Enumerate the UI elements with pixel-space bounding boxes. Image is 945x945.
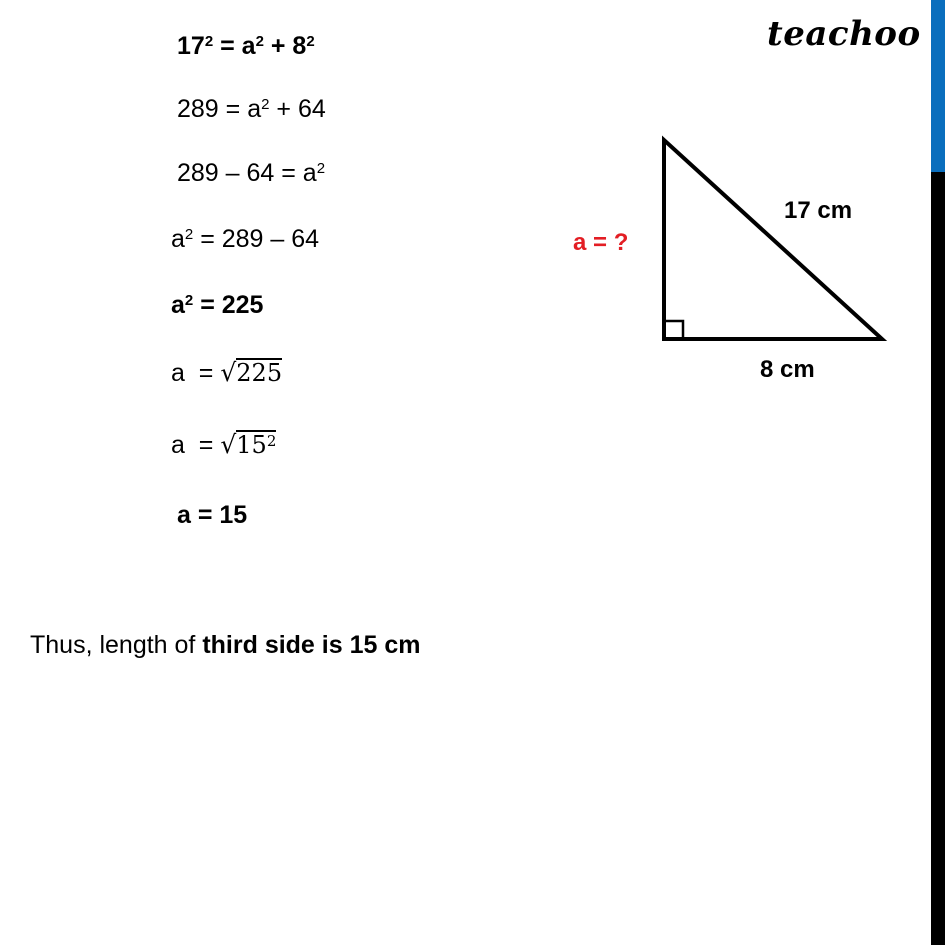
step-1-tail: + 8 bbox=[263, 32, 307, 60]
conclusion-prefix: Thus, length of bbox=[30, 631, 203, 659]
exponent: 2 bbox=[255, 33, 264, 50]
base-label: 8 cm bbox=[760, 356, 815, 383]
exponent: 2 bbox=[184, 226, 194, 243]
step-7-pre: a = bbox=[171, 431, 221, 459]
exponent: 2 bbox=[316, 160, 326, 177]
step-4-post: = 289 – 64 bbox=[193, 225, 320, 253]
step-8: a = 15 bbox=[177, 501, 248, 529]
radicand: 225 bbox=[236, 359, 283, 387]
radical-icon: √ bbox=[220, 358, 237, 387]
radical-icon: √ bbox=[220, 430, 237, 459]
step-3-pre: 289 – 64 = a bbox=[177, 159, 317, 187]
step-6-pre: a = bbox=[171, 359, 221, 387]
step-1-mid: = a bbox=[213, 32, 256, 60]
right-angle-marker-icon bbox=[664, 321, 683, 339]
radicand-base: 15 bbox=[236, 431, 267, 459]
unknown-side-label: a = ? bbox=[573, 229, 629, 256]
step-2-post: + 64 bbox=[269, 95, 326, 123]
hypotenuse-label: 17 cm bbox=[784, 197, 853, 224]
step-4-pre: a bbox=[171, 225, 185, 253]
triangle-shape bbox=[664, 140, 882, 339]
step-5-post: = 225 bbox=[193, 291, 264, 319]
exponent: 2 bbox=[306, 33, 315, 50]
exponent: 2 bbox=[204, 33, 214, 50]
conclusion-answer: third side is 15 cm bbox=[202, 631, 421, 659]
step-5-pre: a bbox=[171, 291, 185, 319]
exponent: 2 bbox=[261, 96, 270, 113]
step-2-pre: 289 = a bbox=[177, 95, 262, 123]
step-1-base: 17 bbox=[177, 32, 205, 60]
teachoo-logo: teachoo bbox=[767, 14, 921, 54]
exponent: 2 bbox=[266, 432, 277, 450]
exponent: 2 bbox=[184, 292, 194, 309]
